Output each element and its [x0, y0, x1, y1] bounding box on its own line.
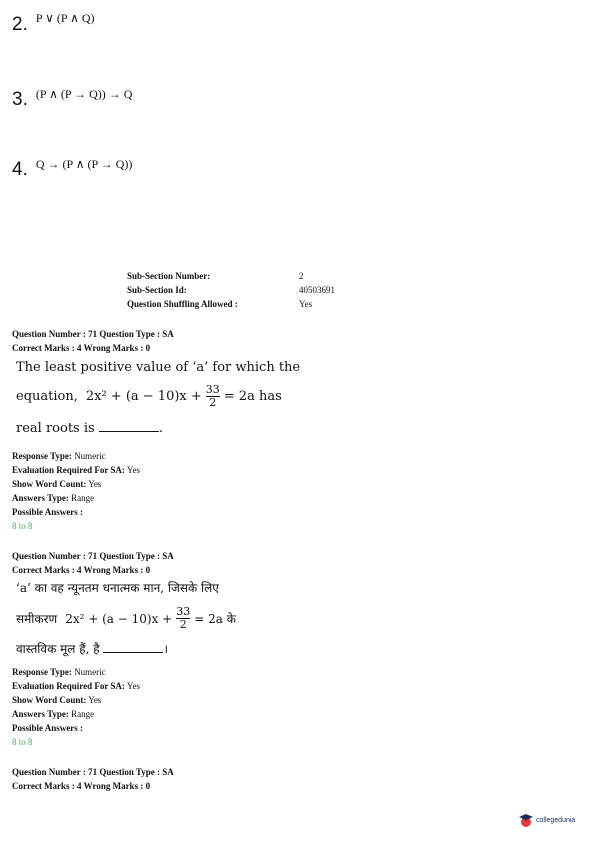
fraction-numerator: 33 — [205, 383, 220, 396]
possible-answers-label: Possible Answers : — [12, 723, 84, 733]
subsection-number-label: Sub-Section Number: — [127, 271, 211, 281]
option-number: 2. — [12, 14, 28, 35]
equation-prefix: equation, — [16, 389, 78, 404]
option-4 — [12, 159, 132, 181]
possible-answers-label: Possible Answers : — [12, 507, 84, 517]
fraction-numerator: 33 — [176, 605, 191, 618]
evaluation-required: Evaluation Required For SA: Yes — [12, 465, 140, 475]
question-equation — [16, 606, 236, 631]
fraction — [176, 606, 190, 631]
marks-header: Correct Marks : 4 Wrong Marks : 0 — [12, 565, 151, 575]
equation-rhs: = 2a के — [194, 611, 236, 626]
show-word-count: Show Word Count: Yes — [12, 479, 102, 489]
equation-lhs: 2x² + (a − 10)x + — [65, 611, 173, 626]
question-header: Question Number : 71 Question Type : SA — [12, 329, 174, 339]
question-shuffling-value: Yes — [299, 299, 313, 309]
graduate-cap-icon — [518, 812, 534, 828]
question-header: Question Number : 71 Question Type : SA — [12, 767, 174, 777]
option-3 — [12, 89, 132, 111]
fraction — [206, 384, 220, 409]
marks-header: Correct Marks : 4 Wrong Marks : 0 — [12, 343, 151, 353]
equation-rhs: = 2a has — [223, 389, 282, 404]
question-shuffling-label: Question Shuffling Allowed : — [127, 299, 238, 309]
option-text: (P ∧ (P → Q)) → Q — [35, 87, 133, 101]
option-number: 4. — [12, 159, 28, 180]
possible-answers-value: 8 to 8 — [12, 521, 33, 531]
option-2 — [12, 11, 95, 36]
answers-type: Answers Type: Range — [12, 493, 95, 503]
equation-lhs: 2x² + (a − 10)x + — [85, 389, 202, 404]
option-text: Q → (P ∧ (P → Q)) — [35, 157, 133, 171]
show-word-count: Show Word Count: Yes — [12, 695, 102, 705]
fraction-denominator: 2 — [179, 618, 187, 631]
fraction-denominator: 2 — [209, 396, 217, 409]
evaluation-required: Evaluation Required For SA: Yes — [12, 681, 140, 691]
equation-prefix: समीकरण — [16, 611, 58, 626]
option-number: 3. — [12, 89, 28, 110]
response-type: Response Type: Numeric — [12, 451, 106, 461]
marks-header: Correct Marks : 4 Wrong Marks : 0 — [12, 781, 151, 791]
question-equation — [16, 384, 282, 409]
answer-blank — [103, 642, 163, 653]
response-type: Response Type: Numeric — [12, 667, 106, 677]
answers-type: Answers Type: Range — [12, 709, 95, 719]
logo-text: collegedunia — [536, 816, 576, 824]
question-header: Question Number : 71 Question Type : SA — [12, 551, 174, 561]
question-text-line3: real roots is . — [16, 421, 163, 436]
possible-answers-value: 8 to 8 — [12, 737, 33, 747]
subsection-id-label: Sub-Section Id: — [127, 285, 187, 295]
option-text: P ∨ (P ∧ Q) — [35, 11, 95, 25]
collegedunia-logo — [518, 812, 575, 828]
question-text-line1: ‘a’ का वह न्यूनतम धनात्मक मान, जिसके लिए — [16, 581, 219, 595]
question-text-line3: वास्तविक मूल हैं, है । — [16, 642, 168, 656]
subsection-id-value: 40503691 — [299, 285, 335, 295]
answer-blank — [99, 421, 159, 432]
question-text-line1: The least positive value of ‘a’ for which the — [16, 360, 301, 375]
subsection-number-value: 2 — [299, 271, 304, 281]
